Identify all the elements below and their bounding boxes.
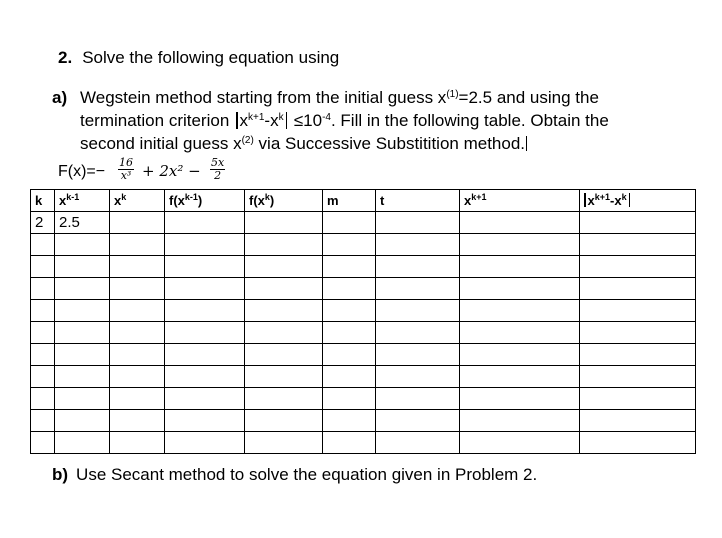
fraction-numerator: 5x [211,156,225,169]
fraction-denominator: 2 [214,169,222,182]
table-cell [110,344,165,366]
superscript: k [278,112,284,123]
table-cell [323,366,376,388]
header-superscript: k+1 [594,192,611,202]
table-cell [376,212,460,234]
table-cell [31,300,55,322]
table-cell [376,388,460,410]
table-header-row [31,190,696,212]
header-base: m [327,193,339,208]
table-cell [31,344,55,366]
table-cell [110,278,165,300]
text: ≤10 [289,111,323,130]
superscript: -4 [322,112,331,123]
wegstein-table [30,189,696,454]
table-cell [245,212,323,234]
table-cell [110,410,165,432]
table-cell [323,212,376,234]
table-cell [165,278,245,300]
superscript: (1) [446,89,459,100]
table-cell [376,366,460,388]
table-cell [580,344,696,366]
header-cell [323,190,376,212]
header-superscript: k [621,192,627,202]
table-cell [580,410,696,432]
table-row [31,322,696,344]
header-base: x [587,193,595,208]
header-superscript: k [121,192,127,202]
table-cell [31,256,55,278]
table-cell [110,388,165,410]
table-row [31,344,696,366]
table-cell [165,256,245,278]
table-cell [55,388,110,410]
fraction-5x-over-2 [210,157,225,182]
header-base: x [114,193,122,208]
superscript: k+1 [248,112,265,123]
table-cell: 2 [31,212,55,234]
fraction-numerator: 16 [119,156,133,169]
table-cell [55,432,110,454]
table-cell [165,234,245,256]
abs-bar-right [629,193,631,207]
table-cell [460,278,580,300]
table-cell [323,388,376,410]
part-b [52,465,537,485]
table-cell [245,322,323,344]
table-cell [580,322,696,344]
table-cell [323,432,376,454]
table-cell [460,388,580,410]
header-cell [165,190,245,212]
table-row [31,388,696,410]
table-cell [460,322,580,344]
table-cell [31,366,55,388]
table-cell [55,278,110,300]
table-cell [376,322,460,344]
part-b-label: b) [52,465,69,484]
header-superscript: k-1 [66,192,80,202]
table-cell [376,410,460,432]
problem-title-text: Solve the following equation using [82,48,340,67]
header-cell [110,190,165,212]
table-cell [323,322,376,344]
problem-number: 2. [58,48,73,67]
fraction-denominator: x³ [120,169,132,182]
table-cell [460,212,580,234]
header-tail: ) [269,193,275,208]
part-b-text: Use Secant method to solve the equation given in Problem 2. [76,465,538,484]
table-cell [110,432,165,454]
header-cell [31,190,55,212]
table-cell [31,410,55,432]
table-cell [580,366,696,388]
table-cell [55,322,110,344]
table-row [31,300,696,322]
header-superscript: k+1 [471,192,487,202]
table-cell [580,256,696,278]
table-cell [55,410,110,432]
table-cell [323,344,376,366]
header-cell [245,190,323,212]
text: second initial guess x [80,134,242,153]
table-cell [376,256,460,278]
header-cell [460,190,580,212]
header-base: k [35,193,43,208]
table-cell [55,366,110,388]
table-cell [460,256,580,278]
table-cell [580,278,696,300]
table-cell [460,432,580,454]
table-row [31,410,696,432]
abs-bar-left [584,193,586,207]
table-cell [580,388,696,410]
problem-title [58,48,339,68]
table-cell [460,344,580,366]
table-row [31,212,696,234]
table-cell [245,410,323,432]
text: =2.5 and using the [458,88,599,107]
table-cell [460,234,580,256]
table-cell [376,300,460,322]
table-cell [165,344,245,366]
table-cell [460,366,580,388]
table-cell [245,366,323,388]
table-row [31,256,696,278]
text: via Successive Substitition method. [253,134,526,153]
text: termination criterion [80,111,235,130]
header-base: f(x [169,193,185,208]
header-base: t [380,193,385,208]
table-cell: 2.5 [55,212,110,234]
table-cell [323,256,376,278]
text: -x [264,111,279,130]
table-cell [31,322,55,344]
table-cell [165,366,245,388]
table-cell [245,300,323,322]
table-cell [31,388,55,410]
table-cell [110,212,165,234]
table-cell [31,234,55,256]
table-cell [323,234,376,256]
text: . Fill in the following table. Obtain the [330,111,609,130]
table-cell [31,278,55,300]
table-row [31,278,696,300]
table-cell [165,410,245,432]
header-mid: -x [610,193,622,208]
table-cell [110,322,165,344]
part-a-line-1 [80,86,712,109]
table-cell [460,300,580,322]
table-cell [110,256,165,278]
table-cell [460,410,580,432]
function-middle-term: + 2x² − [142,162,201,180]
abs-bar-right [286,112,288,129]
table-cell [165,432,245,454]
table-cell [110,366,165,388]
table-row [31,432,696,454]
header-tail: ) [197,193,203,208]
table-cell [55,344,110,366]
part-a-body [80,86,712,155]
header-cell [580,190,696,212]
table-cell [245,234,323,256]
table-cell [376,432,460,454]
superscript: (2) [241,135,254,146]
text: Wegstein method starting from the initial guess x [80,88,447,107]
text-cursor [526,136,527,151]
text: x [239,111,249,130]
table-cell [323,300,376,322]
part-a-line-2 [80,109,712,132]
header-superscript: k [264,192,270,202]
header-base: x [59,193,67,208]
table-cell [245,344,323,366]
table-cell [31,432,55,454]
header-base: f(x [249,193,265,208]
table-row [31,234,696,256]
table-cell [580,300,696,322]
function-lhs: F(x)=− [58,163,106,180]
table-cell [323,410,376,432]
table-cell [165,300,245,322]
table-cell [580,234,696,256]
table-cell [245,432,323,454]
header-superscript: k-1 [184,192,198,202]
table-row [31,366,696,388]
table-cell [245,388,323,410]
table-cell [323,278,376,300]
part-a-paragraph [52,86,712,155]
table-cell [110,234,165,256]
table-cell [165,322,245,344]
table-cell [55,256,110,278]
table-cell [110,300,165,322]
table-cell [376,234,460,256]
fraction-16-over-x3 [118,157,134,182]
table-cell [376,278,460,300]
table-cell [165,212,245,234]
table-cell [55,234,110,256]
header-cell [376,190,460,212]
part-a-label: a) [52,88,68,107]
table-cell [55,300,110,322]
table-cell [245,278,323,300]
header-cell [55,190,110,212]
table-body [31,190,696,454]
table-cell [376,344,460,366]
table-cell [245,256,323,278]
table-cell [165,388,245,410]
header-base: x [464,193,472,208]
table-cell [580,212,696,234]
part-a-line-3 [80,132,712,155]
table-cell [580,432,696,454]
abs-bar-left [236,112,238,129]
